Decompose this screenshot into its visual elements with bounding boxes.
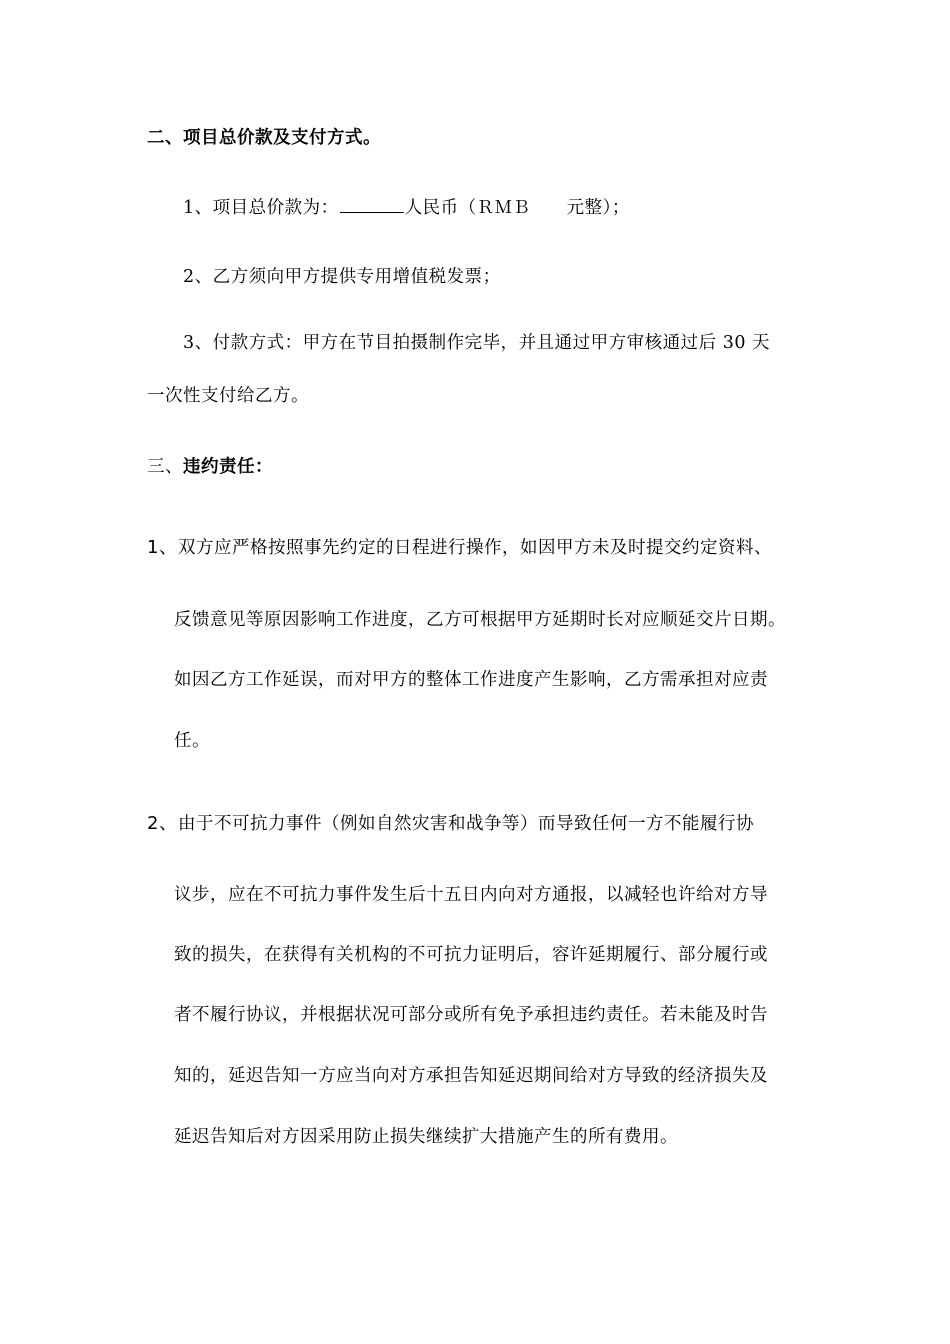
clause-1-text-1: 双方应严格按照事先约定的日程进行操作，如因甲方未及时提交约定资料、 [178,538,772,558]
item-1-prefix: 1、项目总价款为： [183,198,339,218]
clause-2-line-4: 者不履行协议，并根据状况可部分或所有免予承担违约责任。若未能及时告 [174,1005,768,1025]
amount-blank [340,196,404,213]
section-2-item-3-line-2: 一次性支付给乙方。 [147,386,309,406]
clause-2-line-1 [147,813,754,835]
item-1-suffix: 元整）； [566,198,630,218]
section-2-heading: 二、项目总价款及支付方式。 [147,128,381,148]
clause-1-line-3: 如因乙方工作延误，而对甲方的整体工作进度产生影响，乙方需承担对应责 [174,670,768,690]
item-1-middle: 人民币（ＲＭＢ [404,198,531,218]
clause-1-line-4: 任。 [174,731,210,751]
section-2-item-3-line-1: 3、付款方式：甲方在节目拍摄制作完毕，并且通过甲方审核通过后 30 天 [183,333,771,353]
clause-2-text-1: 由于不可抗力事件（例如自然灾害和战争等）而导致任何一方不能履行协 [178,814,754,834]
section-2-item-1 [183,196,630,219]
section-3-heading [147,456,273,478]
section-3-heading-prefix: 三、 [147,457,183,477]
clause-1-number: 1、 [147,537,178,558]
section-3-heading-title: 违约责任： [183,457,273,477]
clause-2-line-2: 议步，应在不可抗力事件发生后十五日内向对方通报，以减轻也许给对方导 [174,885,768,905]
clause-2-line-6: 延迟告知后对方因采用防止损失继续扩大措施产生的所有费用。 [174,1127,678,1147]
clause-2-number: 2、 [147,813,178,834]
clause-1-line-1 [147,537,772,559]
clause-2-line-3: 致的损失，在获得有关机构的不可抗力证明后，容许延期履行、部分履行或 [174,945,768,965]
section-2-item-2: 2、乙方须向甲方提供专用增值税发票； [183,267,501,287]
clause-2-line-5: 知的，延迟告知一方应当向对方承担告知延迟期间给对方导致的经济损失及 [174,1066,768,1086]
clause-1-line-2: 反馈意见等原因影响工作进度，乙方可根据甲方延期时长对应顺延交片日期。 [174,610,786,630]
